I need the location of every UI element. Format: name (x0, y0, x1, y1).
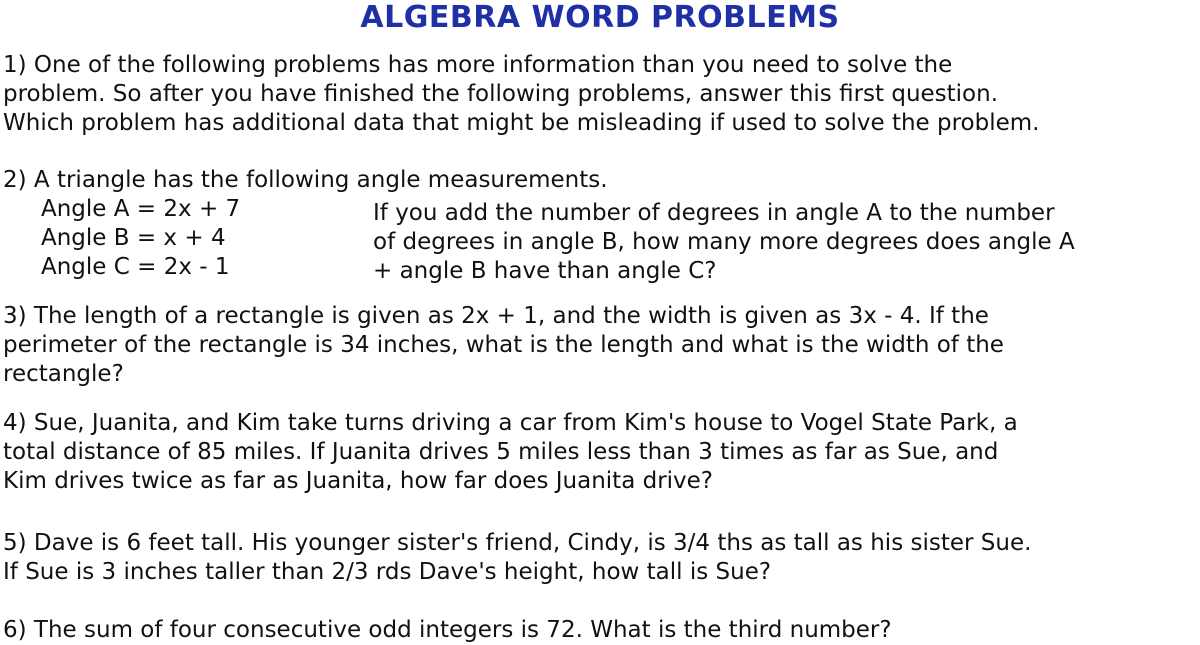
angle-a: Angle A = 2x + 7 (41, 196, 241, 222)
angle-b: Angle B = x + 4 (41, 225, 226, 251)
page-title: ALGEBRA WORD PROBLEMS (360, 0, 840, 35)
problem-2-heading (3, 166, 608, 195)
problem-2-question-line: + angle B have than angle C? (373, 258, 717, 284)
problem-2-question-line: If you add the number of degrees in angle A to the number (373, 200, 1055, 226)
problem-5-line: If Sue is 3 inches taller than 2/3 rds Dave's height, how tall is Sue? (3, 559, 772, 585)
problem-3-line: perimeter of the rectangle is 34 inches, what is the length and what is the width of the (3, 332, 1004, 358)
problem-4-line: Kim drives twice as far as Juanita, how far does Juanita drive? (3, 468, 714, 494)
problem-6-line: 6) The sum of four consecutive odd integers is 72. What is the third number? (3, 617, 892, 643)
problem-2-heading-text: 2) A triangle has the following angle measurements. (3, 167, 608, 193)
problem-1-line: Which problem has additional data that might be misleading if used to solve the problem. (3, 110, 1040, 136)
problem-2-question-line: of degrees in angle B, how many more degrees does angle A (373, 229, 1075, 255)
problem-1-line: problem. So after you have finished the following problems, answer this first question. (3, 81, 999, 107)
problem-2-question (373, 199, 1075, 286)
problem-4-line: 4) Sue, Juanita, and Kim take turns driving a car from Kim's house to Vogel State Park, a (3, 410, 1018, 436)
problem-4 (3, 409, 1018, 496)
problem-2-angles (41, 195, 240, 282)
problem-3-line: rectangle? (3, 361, 124, 387)
problem-6-cropped (3, 616, 892, 645)
problem-4-line: total distance of 85 miles. If Juanita drives 5 miles less than 3 times as far as Sue, and (3, 439, 999, 465)
problem-1 (3, 51, 1039, 138)
problem-5 (3, 529, 1031, 587)
problem-1-line: 1) One of the following problems has more information than you need to solve the (3, 52, 953, 78)
problem-5-line: 5) Dave is 6 feet tall. His younger sister's friend, Cindy, is 3/4 ths as tall as his sister Sue. (3, 530, 1032, 556)
problem-3-line: 3) The length of a rectangle is given as 2x + 1, and the width is given as 3x - 4. If the (3, 303, 989, 329)
angle-c: Angle C = 2x - 1 (41, 254, 230, 280)
problem-3 (3, 302, 1004, 389)
